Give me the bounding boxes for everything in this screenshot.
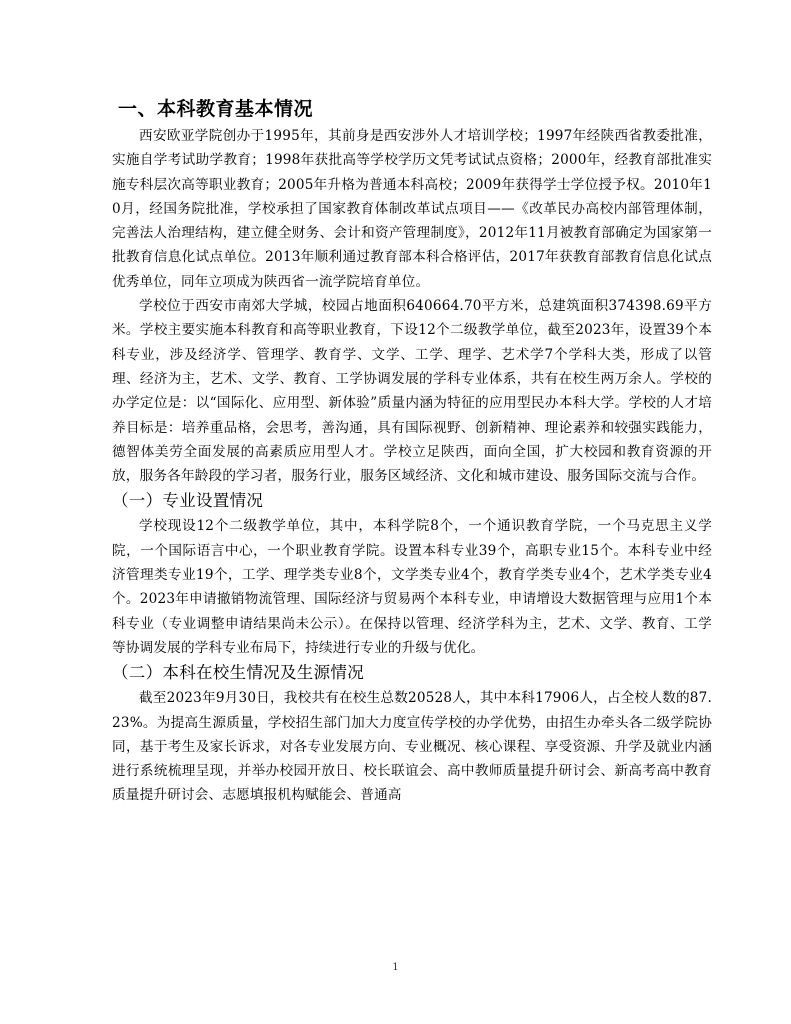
page-content bbox=[112, 96, 712, 808]
section-heading: 一、本科教育基本情况 bbox=[118, 98, 314, 120]
paragraph-history: 西安欧亚学院创办于1995年，其前身是西安涉外人才培训学校；1997年经陕西省教委批准，实施自学考试助学教育；1998年获批高等学校学历文凭考试试点资格；2000年，经教育部批准实施专科层次高等职业教育；2005年升格为普通本科高校；2009年获得学士学位授予权。2010年10月，经国务院批准，学校承担了国家教育体制改革试点项目——《改革民办高校内部管理体制，完善法人治理结构，建立健全财务、会计和资产管理制度》，2012年11月被教育部确定为国家第一批教育信息化试点单位。2013年顺利通过教育部本科合格评估，2017年获教育部教育信息化试点优秀单位，同年立项成为陕西省一流学院培育单位。 bbox=[112, 128, 712, 290]
subsection-heading-majors: （一）专业设置情况 bbox=[112, 491, 264, 511]
paragraph-students: 截至2023年9月30日，我校共有在校生总数20528人，其中本科17906人，占全校人数的87.23%。为提高生源质量，学校招生部门加大力度宣传学校的办学优势，由招生办牵头各二级学院协同，基于考生及家长诉求，对各专业发展方向、专业概况、核心课程、享受资源、升学及就业内涵进行系统梳理呈现，并举办校园开放日、校长联谊会、高中教师质量提升研讨会、新高考高中教育质量提升研讨会、志愿填报机构赋能会、普通高 bbox=[112, 690, 712, 804]
paragraph-campus-overview: 学校位于西安市南郊大学城，校园占地面积640664.70平方米，总建筑面积374398.69平方米。学校主要实施本科教育和高等职业教育，下设12个二级教学单位，截至2023年，设置39个本科专业，涉及经济学、管理学、教育学、文学、工学、理学、艺术学7个学科大类，形成了以管理、经济为主，艺术、文学、教育、工学协调发展的学科专业体系，共有在校生两万余人。学校的办学定位是：以“国际化、应用型、新体验”质量内涵为特征的应用型民办本科大学。学校的人才培养目标是：培养重品格，会思考，善沟通，具有国际视野、创新精神、理论素养和较强实践能力，德智体美劳全面发展的高素质应用型人才。学校立足陕西，面向全国，扩大校园和教育资源的开放，服务各年龄段的学习者，服务行业，服务区域经济、文化和城市建设、服务国际交流与合作。 bbox=[112, 298, 712, 485]
paragraph-majors: 学校现设12个二级教学单位，其中，本科学院8个，一个通识教育学院，一个马克思主义学院，一个国际语言中心，一个职业教育学院。设置本科专业39个，高职专业15个。本科专业中经济管理类专业19个，工学、理学类专业8个，文学类专业4个，教育学类专业4个，艺术学类专业4个。2023年申请撤销物流管理、国际经济与贸易两个本科专业，申请增设大数据管理与应用1个本科专业（专业调整申请结果尚未公示）。在保持以管理、经济学科为主，艺术、文学、教育、工学等协调发展的学科专业布局下，持续进行专业的升级与优化。 bbox=[112, 518, 712, 656]
page-number: 1 bbox=[392, 962, 399, 973]
subsection-heading-students: （二）本科在校生情况及生源情况 bbox=[112, 663, 364, 683]
